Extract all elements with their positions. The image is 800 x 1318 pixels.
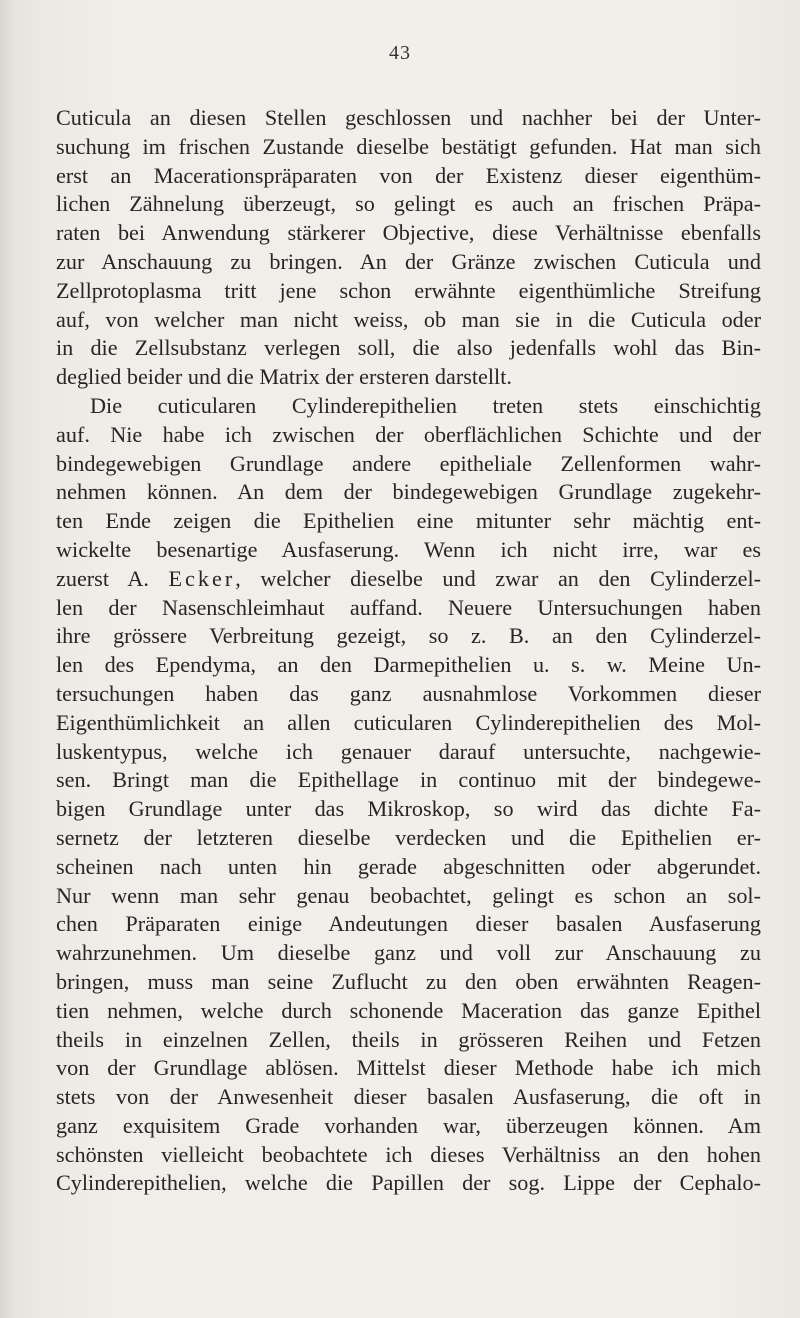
text-line-with-name [56,565,761,594]
text-line: tersuchungen haben das ganz ausnahmlose Vorkommen dieser [56,680,761,706]
text-line: ten Ende zeigen die Epithelien eine mitunter sehr mächtig ent- [56,508,761,534]
name-line-suffix: , welcher dieselbe und zwar an den Cylinderzel- [235,565,761,591]
text-line: sen. Bringt man die Epithellage in continuo mit der bindegewe- [56,767,761,793]
text-line: sernetz der letzteren dieselbe verdecken und die Epithelien er- [56,824,761,850]
text-line: Die cuticularen Cylinderepithelien treten stets einschichtig [90,392,761,418]
text-line: stets von der Anwesenheit dieser basalen Ausfaserung, die oft in [56,1084,761,1110]
text-line: ganz exquisitem Grade vorhanden war, überzeugen können. Am [56,1112,761,1138]
paragraph-1 [56,104,761,392]
text-line: Cylinderepithelien, welche die Papillen der sog. Lippe der Cephalo- [56,1170,761,1196]
text-line: Zellprotoplasma tritt jene schon erwähnte eigenthümliche Streifung [56,277,761,303]
text-line: suchung im frischen Zustande dieselbe bestätigt gefunden. Hat man sich [56,133,761,159]
text-line: auf, von welcher man nicht weiss, ob man sie in die Cuticula oder [56,306,761,332]
author-name-spaced: Ecker [168,565,236,591]
text-line: bigen Grundlage unter das Mikroskop, so wird das dichte Fa- [56,796,761,822]
text-line: bindegewebigen Grundlage andere epitheliale Zellenformen wahr- [56,450,761,476]
text-line: luskentypus, welche ich genauer darauf untersuchte, nachgewie- [56,738,761,764]
text-line: von der Grundlage ablösen. Mittelst dieser Methode habe ich mich [56,1055,761,1081]
paragraph-2 [56,392,761,1198]
text-line: nehmen können. An dem der bindegewebigen Grundlage zugekehr- [56,479,761,505]
text-line: deglied beider und die Matrix der ersteren darstellt. [56,364,512,390]
text-line: len der Nasenschleimhaut auffand. Neuere Untersuchungen haben [56,594,761,620]
text-line: auf. Nie habe ich zwischen der oberflächlichen Schichte und der [56,421,761,447]
text-line: wahrzunehmen. Um dieselbe ganz und voll zur Anschauung zu [56,940,761,966]
text-line: in die Zellsubstanz verlegen soll, die also jedenfalls wohl das Bin- [56,335,761,361]
text-line: tien nehmen, welche durch schonende Maceration das ganze Epithel [56,997,761,1023]
text-line: raten bei Anwendung stärkerer Objective, diese Verhältnisse ebenfalls [56,220,761,246]
name-line-prefix: zuerst A. [56,565,169,591]
text-line: ihre grössere Verbreitung gezeigt, so z. B. an den Cylinderzel- [56,623,761,649]
text-line: scheinen nach unten hin gerade abgeschnitten oder abgerundet. [56,853,761,879]
text-line: erst an Macerationspräparaten von der Existenz dieser eigenthüm- [56,162,761,188]
text-line: lichen Zähnelung überzeugt, so gelingt es auch an frischen Präpa- [56,191,761,217]
body-text [56,104,761,1198]
text-line: Eigenthümlichkeit an allen cuticularen Cylinderepithelien des Mol- [56,709,761,735]
page-gutter-shadow [0,0,14,1318]
text-line: zur Anschauung zu bringen. An der Gränze zwischen Cuticula und [56,248,761,274]
text-line: schönsten vielleicht beobachtete ich dieses Verhältniss an den hohen [56,1141,761,1167]
text-line: bringen, muss man seine Zuflucht zu den oben erwähnten Reagen- [56,968,761,994]
text-line: Cuticula an diesen Stellen geschlossen und nachher bei der Unter- [56,105,761,130]
text-line: chen Präparaten einige Andeutungen dieser basalen Ausfaserung [56,911,761,937]
text-line: wickelte besenartige Ausfaserung. Wenn ich nicht irre, war es [56,536,761,562]
text-line: len des Ependyma, an den Darmepithelien u. s. w. Meine Un- [56,652,761,678]
page-number: 43 [389,42,411,64]
text-line: theils in einzelnen Zellen, theils in grösseren Reihen und Fetzen [56,1026,761,1052]
text-line: Nur wenn man sehr genau beobachtet, gelingt es schon an sol- [56,882,761,908]
